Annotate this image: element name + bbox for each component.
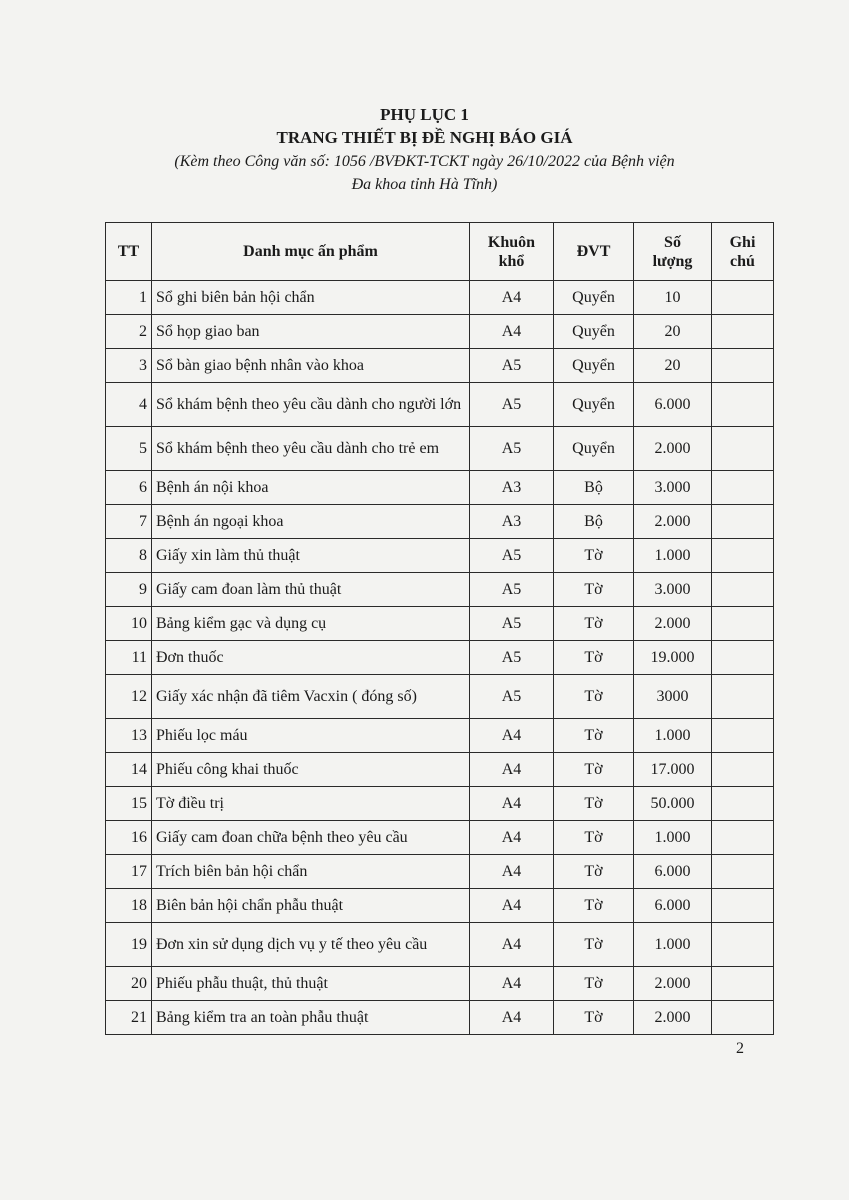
cell-size: A5 bbox=[470, 383, 554, 427]
cell-name: Sổ ghi biên bản hội chẩn bbox=[152, 281, 470, 315]
header-qty-line1: Số bbox=[664, 233, 681, 251]
cell-unit: Tờ bbox=[554, 719, 634, 753]
cell-unit: Quyển bbox=[554, 383, 634, 427]
cell-tt: 21 bbox=[106, 1001, 152, 1035]
cell-tt: 13 bbox=[106, 719, 152, 753]
cell-unit: Quyển bbox=[554, 315, 634, 349]
table-row bbox=[106, 1001, 774, 1035]
cell-size: A5 bbox=[470, 539, 554, 573]
document-subtitle-line2: Đa khoa tỉnh Hà Tĩnh) bbox=[351, 176, 498, 193]
cell-name: Giấy xác nhận đã tiêm Vacxin ( đóng số) bbox=[152, 675, 470, 719]
cell-tt: 5 bbox=[106, 427, 152, 471]
cell-tt: 3 bbox=[106, 349, 152, 383]
cell-unit: Tờ bbox=[554, 923, 634, 967]
cell-note bbox=[712, 787, 774, 821]
cell-unit: Tờ bbox=[554, 787, 634, 821]
cell-qty: 17.000 bbox=[634, 753, 712, 787]
cell-size: A4 bbox=[470, 923, 554, 967]
cell-note bbox=[712, 315, 774, 349]
cell-name: Tờ điều trị bbox=[152, 787, 470, 821]
cell-name: Đơn thuốc bbox=[152, 641, 470, 675]
cell-unit: Tờ bbox=[554, 675, 634, 719]
header-name: Danh mục ấn phẩm bbox=[152, 223, 470, 281]
cell-name: Biên bản hội chẩn phẫu thuật bbox=[152, 889, 470, 923]
cell-size: A3 bbox=[470, 505, 554, 539]
table-row bbox=[106, 471, 774, 505]
table-row bbox=[106, 821, 774, 855]
cell-name: Đơn xin sử dụng dịch vụ y tế theo yêu cầu bbox=[152, 923, 470, 967]
cell-tt: 2 bbox=[106, 315, 152, 349]
cell-tt: 7 bbox=[106, 505, 152, 539]
cell-name: Sổ họp giao ban bbox=[152, 315, 470, 349]
cell-size: A4 bbox=[470, 787, 554, 821]
cell-tt: 9 bbox=[106, 573, 152, 607]
cell-tt: 14 bbox=[106, 753, 152, 787]
header-qty bbox=[634, 223, 712, 281]
cell-tt: 4 bbox=[106, 383, 152, 427]
cell-size: A5 bbox=[470, 607, 554, 641]
cell-note bbox=[712, 539, 774, 573]
table-row bbox=[106, 505, 774, 539]
cell-tt: 12 bbox=[106, 675, 152, 719]
cell-unit: Bộ bbox=[554, 505, 634, 539]
cell-qty: 6.000 bbox=[634, 855, 712, 889]
header-tt: TT bbox=[106, 223, 152, 281]
cell-tt: 10 bbox=[106, 607, 152, 641]
cell-qty: 6.000 bbox=[634, 889, 712, 923]
header-unit: ĐVT bbox=[554, 223, 634, 281]
cell-qty: 50.000 bbox=[634, 787, 712, 821]
header-note-line2: chú bbox=[730, 252, 755, 270]
cell-tt: 19 bbox=[106, 923, 152, 967]
table-row bbox=[106, 349, 774, 383]
cell-size: A4 bbox=[470, 889, 554, 923]
cell-size: A4 bbox=[470, 1001, 554, 1035]
cell-note bbox=[712, 675, 774, 719]
table-row bbox=[106, 281, 774, 315]
cell-qty: 1.000 bbox=[634, 821, 712, 855]
cell-qty: 2.000 bbox=[634, 427, 712, 471]
cell-qty: 2.000 bbox=[634, 607, 712, 641]
cell-note bbox=[712, 573, 774, 607]
cell-tt: 17 bbox=[106, 855, 152, 889]
cell-unit: Bộ bbox=[554, 471, 634, 505]
cell-name: Trích biên bản hội chẩn bbox=[152, 855, 470, 889]
cell-name: Sổ bàn giao bệnh nhân vào khoa bbox=[152, 349, 470, 383]
header-qty-line2: lượng bbox=[652, 252, 693, 270]
cell-size: A5 bbox=[470, 641, 554, 675]
cell-unit: Tờ bbox=[554, 1001, 634, 1035]
table-row bbox=[106, 607, 774, 641]
cell-size: A5 bbox=[470, 427, 554, 471]
cell-name: Phiếu lọc máu bbox=[152, 719, 470, 753]
cell-qty: 2.000 bbox=[634, 1001, 712, 1035]
cell-size: A5 bbox=[470, 675, 554, 719]
cell-tt: 6 bbox=[106, 471, 152, 505]
table-row bbox=[106, 787, 774, 821]
cell-unit: Tờ bbox=[554, 539, 634, 573]
cell-size: A5 bbox=[470, 349, 554, 383]
table-row bbox=[106, 753, 774, 787]
table-row bbox=[106, 675, 774, 719]
cell-note bbox=[712, 607, 774, 641]
cell-unit: Tờ bbox=[554, 607, 634, 641]
cell-name: Sổ khám bệnh theo yêu cầu dành cho người lớn bbox=[152, 383, 470, 427]
cell-note bbox=[712, 1001, 774, 1035]
cell-size: A4 bbox=[470, 821, 554, 855]
cell-unit: Tờ bbox=[554, 821, 634, 855]
cell-size: A4 bbox=[470, 855, 554, 889]
cell-size: A3 bbox=[470, 471, 554, 505]
table-row bbox=[106, 923, 774, 967]
cell-qty: 3000 bbox=[634, 675, 712, 719]
document-subtitle-line1: (Kèm theo Công văn số: 1056 /BVĐKT-TCKT ngày 26/10/2022 của Bệnh viện bbox=[174, 153, 675, 170]
cell-qty: 2.000 bbox=[634, 967, 712, 1001]
table-row bbox=[106, 855, 774, 889]
cell-note bbox=[712, 471, 774, 505]
cell-note bbox=[712, 383, 774, 427]
cell-qty: 1.000 bbox=[634, 719, 712, 753]
table-row bbox=[106, 641, 774, 675]
cell-tt: 18 bbox=[106, 889, 152, 923]
table-row bbox=[106, 383, 774, 427]
header-note-line1: Ghi bbox=[729, 233, 756, 251]
cell-tt: 16 bbox=[106, 821, 152, 855]
cell-size: A5 bbox=[470, 573, 554, 607]
table-row bbox=[106, 315, 774, 349]
cell-tt: 20 bbox=[106, 967, 152, 1001]
cell-name: Bảng kiểm tra an toàn phẫu thuật bbox=[152, 1001, 470, 1035]
cell-note bbox=[712, 427, 774, 471]
table-row bbox=[106, 889, 774, 923]
cell-qty: 3.000 bbox=[634, 573, 712, 607]
page-number: 2 bbox=[736, 1040, 744, 1057]
table-header-row bbox=[106, 223, 774, 281]
cell-note bbox=[712, 719, 774, 753]
table-row bbox=[106, 573, 774, 607]
cell-unit: Tờ bbox=[554, 889, 634, 923]
cell-note bbox=[712, 923, 774, 967]
cell-name: Bảng kiểm gạc và dụng cụ bbox=[152, 607, 470, 641]
cell-name: Giấy cam đoan làm thủ thuật bbox=[152, 573, 470, 607]
cell-qty: 2.000 bbox=[634, 505, 712, 539]
cell-tt: 15 bbox=[106, 787, 152, 821]
cell-name: Phiếu phẫu thuật, thủ thuật bbox=[152, 967, 470, 1001]
document-title: TRANG THIẾT BỊ ĐỀ NGHỊ BÁO GIÁ bbox=[276, 128, 573, 147]
cell-note bbox=[712, 889, 774, 923]
cell-qty: 3.000 bbox=[634, 471, 712, 505]
cell-size: A4 bbox=[470, 967, 554, 1001]
cell-tt: 11 bbox=[106, 641, 152, 675]
cell-unit: Tờ bbox=[554, 641, 634, 675]
header-size-line2: khổ bbox=[498, 252, 525, 270]
table-row bbox=[106, 967, 774, 1001]
table-row bbox=[106, 427, 774, 471]
cell-unit: Tờ bbox=[554, 967, 634, 1001]
cell-unit: Tờ bbox=[554, 573, 634, 607]
cell-qty: 1.000 bbox=[634, 923, 712, 967]
table-row bbox=[106, 539, 774, 573]
cell-note bbox=[712, 281, 774, 315]
header-size-line1: Khuôn bbox=[487, 233, 536, 251]
items-table bbox=[105, 222, 774, 1035]
cell-note bbox=[712, 349, 774, 383]
cell-unit: Quyển bbox=[554, 349, 634, 383]
cell-name: Bệnh án ngoại khoa bbox=[152, 505, 470, 539]
cell-unit: Tờ bbox=[554, 855, 634, 889]
cell-unit: Tờ bbox=[554, 753, 634, 787]
cell-name: Bệnh án nội khoa bbox=[152, 471, 470, 505]
cell-size: A4 bbox=[470, 281, 554, 315]
cell-qty: 20 bbox=[634, 315, 712, 349]
header-note bbox=[712, 223, 774, 281]
cell-size: A4 bbox=[470, 753, 554, 787]
cell-note bbox=[712, 753, 774, 787]
cell-name: Phiếu công khai thuốc bbox=[152, 753, 470, 787]
cell-unit: Quyển bbox=[554, 281, 634, 315]
cell-name: Giấy xin làm thủ thuật bbox=[152, 539, 470, 573]
header-size bbox=[470, 223, 554, 281]
cell-qty: 19.000 bbox=[634, 641, 712, 675]
cell-note bbox=[712, 505, 774, 539]
cell-tt: 8 bbox=[106, 539, 152, 573]
cell-name: Giấy cam đoan chữa bệnh theo yêu cầu bbox=[152, 821, 470, 855]
cell-unit: Quyển bbox=[554, 427, 634, 471]
cell-qty: 20 bbox=[634, 349, 712, 383]
cell-size: A4 bbox=[470, 315, 554, 349]
cell-note bbox=[712, 855, 774, 889]
cell-note bbox=[712, 967, 774, 1001]
cell-note bbox=[712, 641, 774, 675]
cell-tt: 1 bbox=[106, 281, 152, 315]
cell-qty: 1.000 bbox=[634, 539, 712, 573]
cell-note bbox=[712, 821, 774, 855]
table-row bbox=[106, 719, 774, 753]
cell-qty: 6.000 bbox=[634, 383, 712, 427]
appendix-label: PHỤ LỤC 1 bbox=[380, 105, 469, 124]
cell-name: Sổ khám bệnh theo yêu cầu dành cho trẻ em bbox=[152, 427, 470, 471]
cell-size: A4 bbox=[470, 719, 554, 753]
cell-qty: 10 bbox=[634, 281, 712, 315]
